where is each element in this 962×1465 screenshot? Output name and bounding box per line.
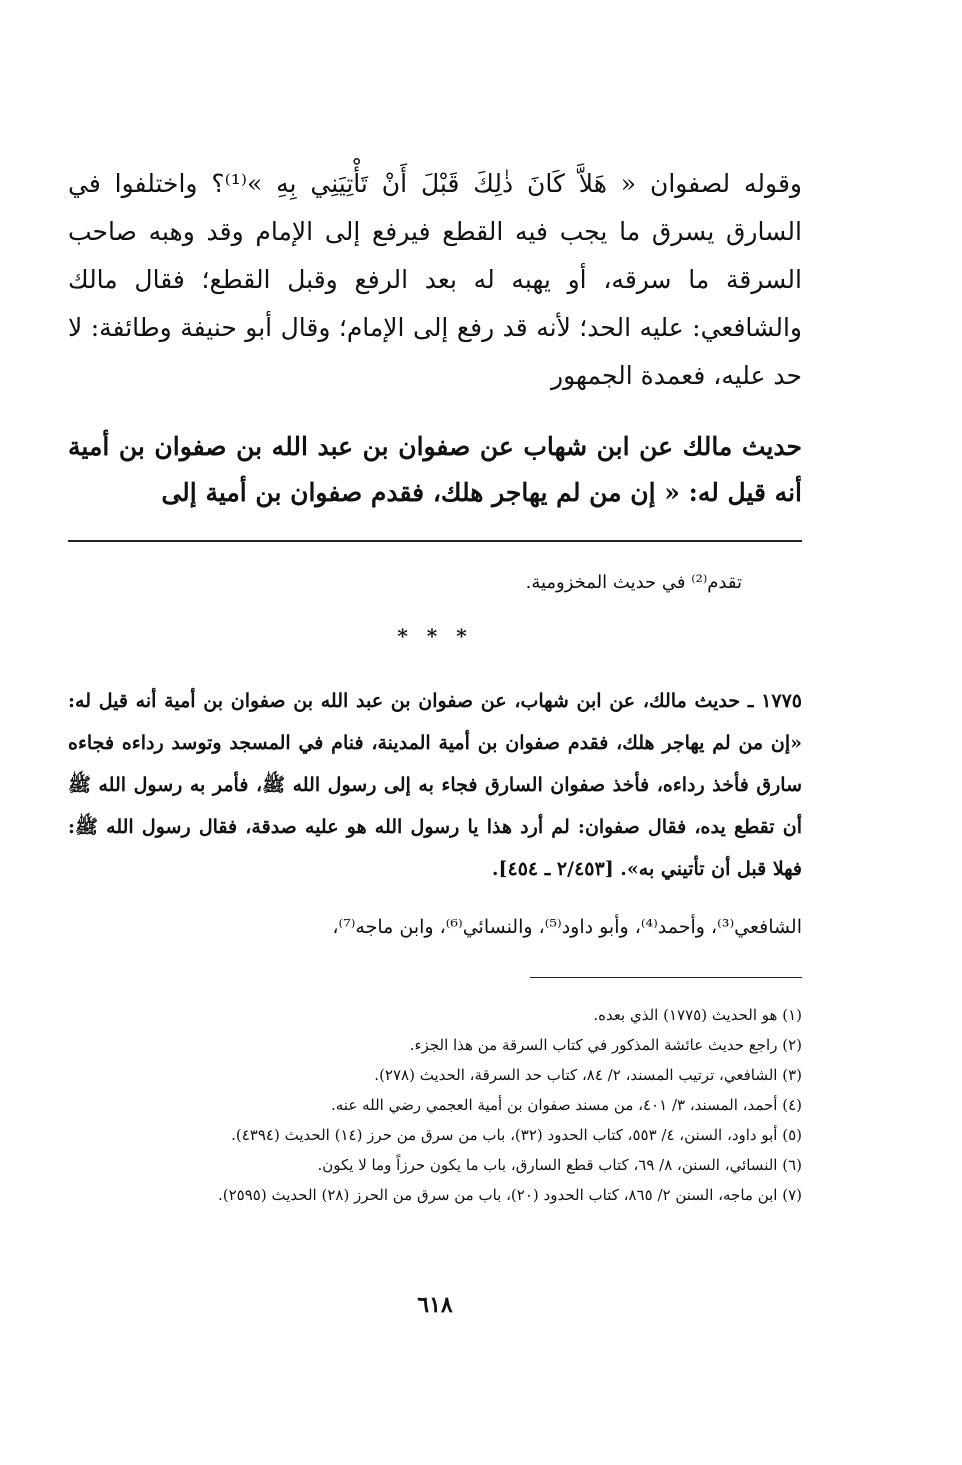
footnote-item: (٢) راجع حديث عائشة المذكور في كتاب السرقة من هذا الجزء. bbox=[409, 1036, 802, 1054]
footnote-item: (٥) أبو داود، السنن، ٤/ ٥٥٣، كتاب الحدود (٣٢)، باب من سرق من حرز (١٤) الحديث (٤٣٩٤). bbox=[231, 1126, 802, 1144]
page-number: ٦١٨ bbox=[417, 1292, 453, 1318]
footnote-divider bbox=[530, 977, 802, 978]
main-paragraph: وقوله لصفوان « هَلاَّ كَانَ ذٰلِكَ قَبْلَ أَنْ تَأْتِيَنِي بِهِ »⁽¹⁾؟ واختلفوا في السارق يسرق ما يجب فيه القطع فيرفع إلى الإمام وقد وهبه صاحب السرقة ما سرقه، أو يهبه له بعد الرفع وقبل القطع؛ فقال مالك والشافعي: عليه الحد؛ لأنه قد رفع إلى الإمام؛ وقال أبو حنيفة وطائفة: لا حد عليه، فعمدة الجمهور bbox=[68, 169, 802, 390]
footnotes-list bbox=[68, 1000, 802, 1210]
footnote-item: (٣) الشافعي، ترتيب المسند، ٢/ ٨٤، كتاب حد السرقة، الحديث (٢٧٨). bbox=[374, 1066, 802, 1084]
footnote-item: (٧) ابن ماجه، السنن ٢/ ٨٦٥، كتاب الحدود (٢٠)، باب من سرق من الحرز (٢٨) الحديث (٢٥٩٥). bbox=[218, 1186, 802, 1204]
commentary-hadith: ١٧٧٥ ـ حديث مالك، عن ابن شهاب، عن صفوان بن عبد الله بن صفوان بن أمية أنه قيل له: «إن من لم يهاجر هلك، فقدم صفوان بن أمية المدينة، فنام في المسجد وتوسد رداءه فجاءه سارق فأخذ رداءه، فأخذ صفوان السارق فجاء به إلى رسول الله ﷺ، فأمر به رسول الله ﷺ أن تقطع يده، فقال صفوان: لم أرد هذا يا رسول الله هو عليه صدقة، فقال رسول الله ﷺ: فهلا قبل أن تأتيني به». [٢/٤٥٣ ـ ٤٥٤]. bbox=[68, 690, 802, 880]
hadith-heading: حديث مالك عن ابن شهاب عن صفوان بن عبد الله بن صفوان بن أمية أنه قيل له: « إن من لم يهاجر هلك، فقدم صفوان بن أمية إلى bbox=[68, 432, 802, 507]
footnote-item: (١) هو الحديث (١٧٧٥) الذي بعده. bbox=[593, 1006, 802, 1024]
top-note: تقدم⁽²⁾ في حديث المخزومية. bbox=[525, 572, 742, 593]
footnote-item: (٤) أحمد، المسند، ٣/ ٤٠١، من مسند صفوان بن أمية العجمي رضي الله عنه. bbox=[331, 1096, 802, 1114]
page-divider bbox=[68, 540, 802, 542]
footnote-item: (٦) النسائي، السنن، ٨/ ٦٩، كتاب قطع السارق، باب ما يكون حرزاً وما لا يكون. bbox=[317, 1156, 802, 1174]
book-page bbox=[68, 0, 802, 1465]
commentary-sources: الشافعي⁽³⁾، وأحمد⁽⁴⁾، وأبو داود⁽⁵⁾، والنسائي⁽⁶⁾، وابن ماجه⁽⁷⁾، bbox=[332, 916, 802, 938]
section-separator: * * * bbox=[397, 624, 473, 648]
